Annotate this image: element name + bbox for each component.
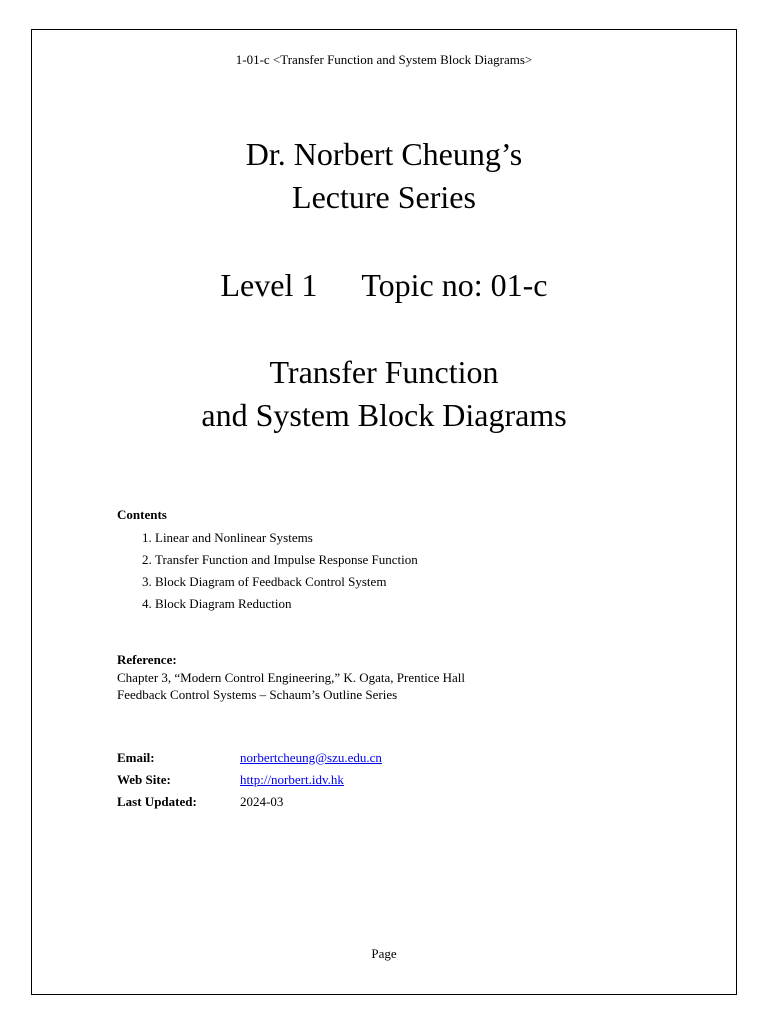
page-footer: Page [371,946,397,961]
title-line-author: Dr. Norbert Cheung’s [245,136,523,172]
title-line-series: Lecture Series [292,179,476,215]
subject-title [0,351,768,437]
level-topic-line [0,264,768,307]
email-row [117,747,382,769]
lecture-series-title [0,133,768,219]
contents-item: 4. Block Diagram Reduction [155,593,418,615]
contents-section [117,506,418,615]
last-updated-row [117,791,382,813]
contents-item: 1. Linear and Nonlinear Systems [155,527,418,549]
website-link[interactable]: http://norbert.idv.hk [240,772,344,787]
email-label: Email: [117,750,155,765]
subject-line-1: Transfer Function [269,354,499,390]
contents-item: 2. Transfer Function and Impulse Response Function [155,549,418,571]
last-updated-label: Last Updated: [117,794,197,809]
last-updated-value: 2024-03 [240,794,284,809]
website-row [117,769,382,791]
reference-line: Feedback Control Systems – Schaum’s Outline Series [117,687,398,702]
reference-line: Chapter 3, “Modern Control Engineering,” K. Ogata, Prentice Hall [117,670,466,685]
contents-list [117,527,418,615]
level-label: Level 1 [220,267,318,303]
topic-label: Topic no: 01-c [361,267,548,303]
contents-heading: Contents [117,507,167,522]
contents-item: 3. Block Diagram of Feedback Control System [155,571,418,593]
reference-section [117,651,465,703]
email-link[interactable]: norbertcheung@szu.edu.cn [240,750,382,765]
page-header: 1-01-c <Transfer Function and System Block Diagrams> [235,52,533,67]
reference-heading: Reference: [117,652,177,667]
website-label: Web Site: [117,772,171,787]
contact-info-section [117,747,382,813]
subject-line-2: and System Block Diagrams [201,397,567,433]
